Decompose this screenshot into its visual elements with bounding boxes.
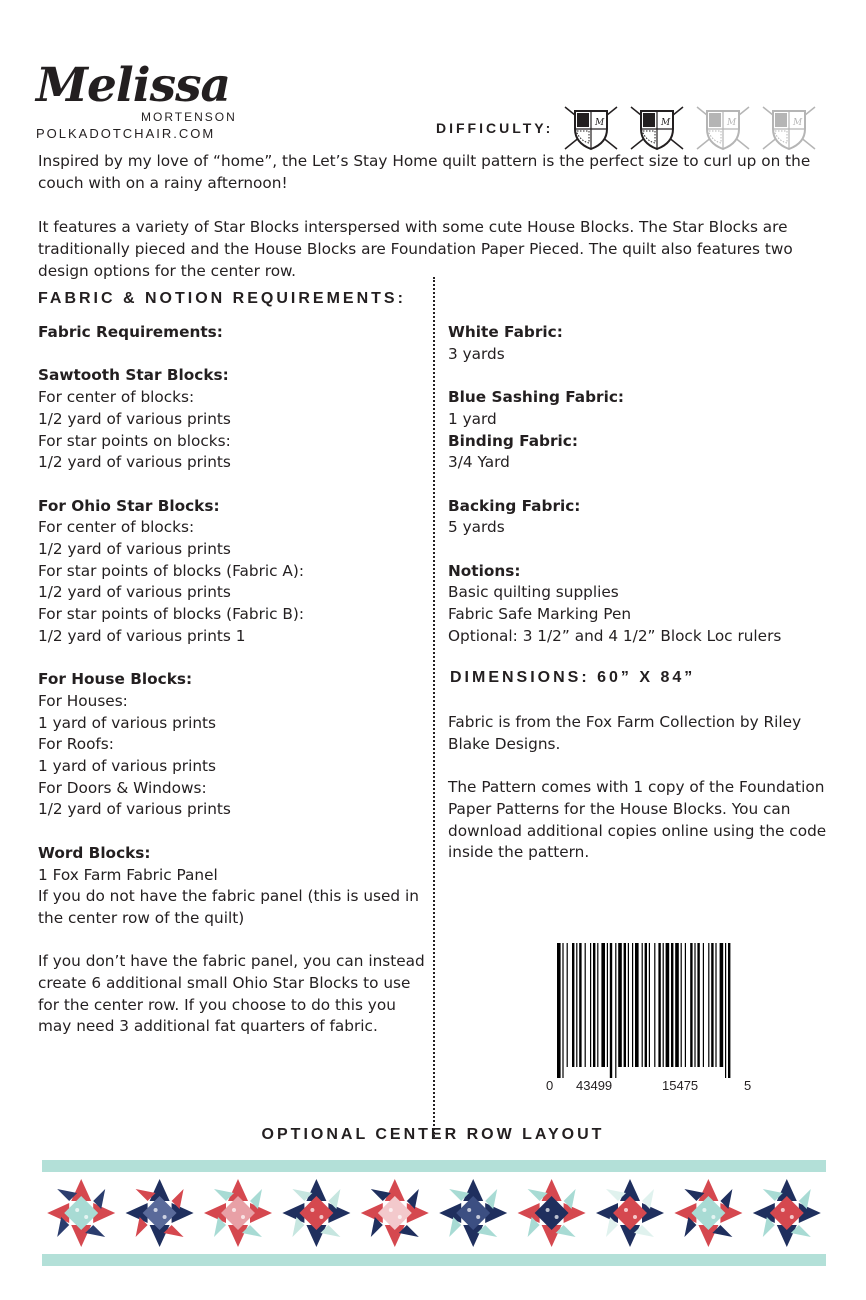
barcode-bar <box>675 943 679 1067</box>
barcode-bar <box>615 943 616 1078</box>
barcode-digit: 5 <box>744 1078 752 1093</box>
barcode-bar <box>585 943 586 1067</box>
list-item: For Roofs: <box>38 735 114 754</box>
shield-empty-icon <box>693 103 753 153</box>
barcode-digits: 15475 <box>662 1078 699 1093</box>
fabric-heading: FABRIC & NOTION REQUIREMENTS: <box>38 290 406 307</box>
barcode-bar <box>642 943 643 1067</box>
center-row-quilt-image <box>42 1160 826 1266</box>
list-item: The Pattern comes with 1 copy of the Foundation <box>448 778 825 797</box>
barcode-bar <box>666 943 670 1067</box>
barcode-bar <box>632 943 633 1067</box>
list-item: 1/2 yard of various prints <box>38 540 231 558</box>
barcode-bar <box>635 943 639 1067</box>
barcode-bar <box>567 943 568 1067</box>
barcode-bar <box>720 943 724 1067</box>
intro-paragraph-1: Inspired by my love of “home”, the Let’s Stay Home quilt pattern is the perfect size to curl up on the couch with on a rainy afternoon! <box>38 152 811 192</box>
barcode-bar <box>593 943 595 1067</box>
barcode-bar <box>690 943 692 1067</box>
barcode-bar <box>601 943 605 1067</box>
barcode-bar <box>681 943 682 1067</box>
barcode-bar <box>557 943 561 1078</box>
difficulty-shields <box>555 103 819 153</box>
list-item: If you don’t have the fabric panel, you can instead <box>38 952 425 971</box>
list-item: Paper Patterns for the House Blocks. You can <box>448 799 791 818</box>
list-item: Blake Designs. <box>448 734 561 753</box>
list-item: For Doors & Windows: <box>38 778 207 797</box>
barcode-bar <box>725 943 726 1078</box>
list-item: Optional: 3 1/2” and 4 1/2” Block Loc rulers <box>448 626 782 645</box>
backing-value: 5 yards <box>448 518 505 537</box>
list-item: the center row of the quilt) <box>38 908 245 927</box>
barcode-bar <box>654 943 655 1067</box>
sashing-strip-top <box>42 1160 826 1172</box>
list-item: 1/2 yard of various prints <box>38 583 231 602</box>
sawtooth-title: Sawtooth Star Blocks: <box>38 366 229 385</box>
barcode-bar <box>624 943 626 1067</box>
fabric-req-title: Fabric Requirements: <box>38 323 223 341</box>
list-item: For star points of blocks (Fabric B): <box>38 605 304 624</box>
barcode-bar <box>572 943 574 1067</box>
shield-filled-icon <box>561 103 621 153</box>
barcode-bar <box>728 943 730 1078</box>
barcode-bar <box>685 943 686 1067</box>
white-fabric-title: White Fabric: <box>448 323 563 341</box>
list-item: Basic quilting supplies <box>448 583 619 602</box>
barcode-digits: 43499 <box>576 1078 613 1093</box>
barcode-bar <box>576 943 577 1067</box>
barcode-bar <box>649 943 650 1067</box>
intro-text <box>38 150 838 304</box>
barcode-bar <box>694 943 695 1067</box>
barcode-bar <box>671 943 673 1067</box>
barcode-bar <box>663 943 664 1067</box>
list-item: may need 3 additional fat quarters of fabric. <box>38 1017 378 1036</box>
sashing-strip-bottom <box>42 1254 826 1266</box>
logo-surname: MORTENSON <box>141 110 237 124</box>
logo-script: Melissa <box>36 58 231 113</box>
barcode-bar <box>562 943 563 1078</box>
brand-logo <box>36 58 237 144</box>
logo-url: POLKADOTCHAIR.COM <box>36 126 216 141</box>
list-item: Fabric is from the Fox Farm Collection by Riley <box>448 713 802 731</box>
word-title: Word Blocks: <box>38 843 151 862</box>
barcode-bar <box>645 943 647 1067</box>
center-row-title: OPTIONAL CENTER ROW LAYOUT <box>261 1126 605 1143</box>
barcode-bar <box>590 943 591 1067</box>
list-item: 1/2 yard of various prints <box>38 453 231 472</box>
blue-sashing-title: Blue Sashing Fabric: <box>448 388 625 407</box>
list-item: For star points of blocks (Fabric A): <box>38 561 304 580</box>
barcode-bar <box>579 943 581 1067</box>
list-item: create 6 additional small Ohio Star Blocks to use <box>38 974 411 993</box>
list-item: For center of blocks: <box>38 518 195 537</box>
barcode-bar <box>607 943 608 1067</box>
barcode-bar <box>618 943 622 1067</box>
list-item: For center of blocks: <box>38 388 195 407</box>
shield-empty-icon <box>759 103 819 153</box>
barcode-bar <box>711 943 713 1067</box>
barcode-bar <box>658 943 660 1067</box>
blue-sashing-value: 1 yard <box>448 409 497 428</box>
notions-title: Notions: <box>448 561 521 580</box>
list-item: For star points on blocks: <box>38 431 231 450</box>
list-item: Fabric Safe Marking Pen <box>448 605 632 624</box>
barcode-number <box>546 1078 756 1096</box>
list-item: 1 yard of various prints <box>38 757 216 776</box>
left-column <box>38 322 428 1038</box>
difficulty-label: DIFFICULTY: <box>436 120 554 136</box>
svg-text:M: M <box>793 118 803 128</box>
list-item: 1/2 yard of various prints <box>38 409 231 428</box>
list-item: If you do not have the fabric panel (this is used in <box>38 887 419 906</box>
barcode-bar <box>703 943 704 1067</box>
house-title: For House Blocks: <box>38 670 193 689</box>
barcode-bar <box>715 943 716 1067</box>
list-item: For Houses: <box>38 691 128 710</box>
dimensions-heading: DIMENSIONS: 60” X 84” <box>450 669 696 686</box>
intro-paragraph-2: It features a variety of Star Blocks interspersed with some cute House Blocks. The Star Blocks are traditionally pieced and the House Blocks are Foundation Paper Pieced. The quilt also features two design options for the center row. <box>38 218 793 280</box>
binding-value: 3/4 Yard <box>448 453 510 472</box>
barcode-bar <box>597 943 598 1067</box>
list-item: for the center row. If you choose to do this you <box>38 995 396 1014</box>
svg-text:M: M <box>595 118 605 128</box>
svg-text:M: M <box>661 118 671 128</box>
difficulty-rating <box>436 103 819 153</box>
backing-title: Backing Fabric: <box>448 496 581 515</box>
list-item: 1/2 yard of various prints 1 <box>38 626 246 645</box>
list-item: 1/2 yard of various prints <box>38 800 231 819</box>
white-fabric-value: 3 yards <box>448 344 505 363</box>
list-item: inside the pattern. <box>448 843 590 862</box>
barcode-digit: 0 <box>546 1078 554 1093</box>
binding-title: Binding Fabric: <box>448 431 578 450</box>
list-item: download additional copies online using the code <box>448 821 827 840</box>
shield-filled-icon <box>627 103 687 153</box>
right-notes <box>448 712 848 864</box>
svg-text:M: M <box>727 118 737 128</box>
barcode-bar <box>697 943 699 1067</box>
barcode-bar <box>610 943 612 1078</box>
ohio-title: For Ohio Star Blocks: <box>38 496 220 515</box>
right-column <box>448 322 848 648</box>
barcode-bar <box>708 943 709 1067</box>
list-item: 1 yard of various prints <box>38 713 216 732</box>
column-divider <box>433 277 435 1137</box>
list-item: 1 Fox Farm Fabric Panel <box>38 865 218 884</box>
barcode-bar <box>628 943 629 1067</box>
barcode-image <box>555 943 735 1078</box>
